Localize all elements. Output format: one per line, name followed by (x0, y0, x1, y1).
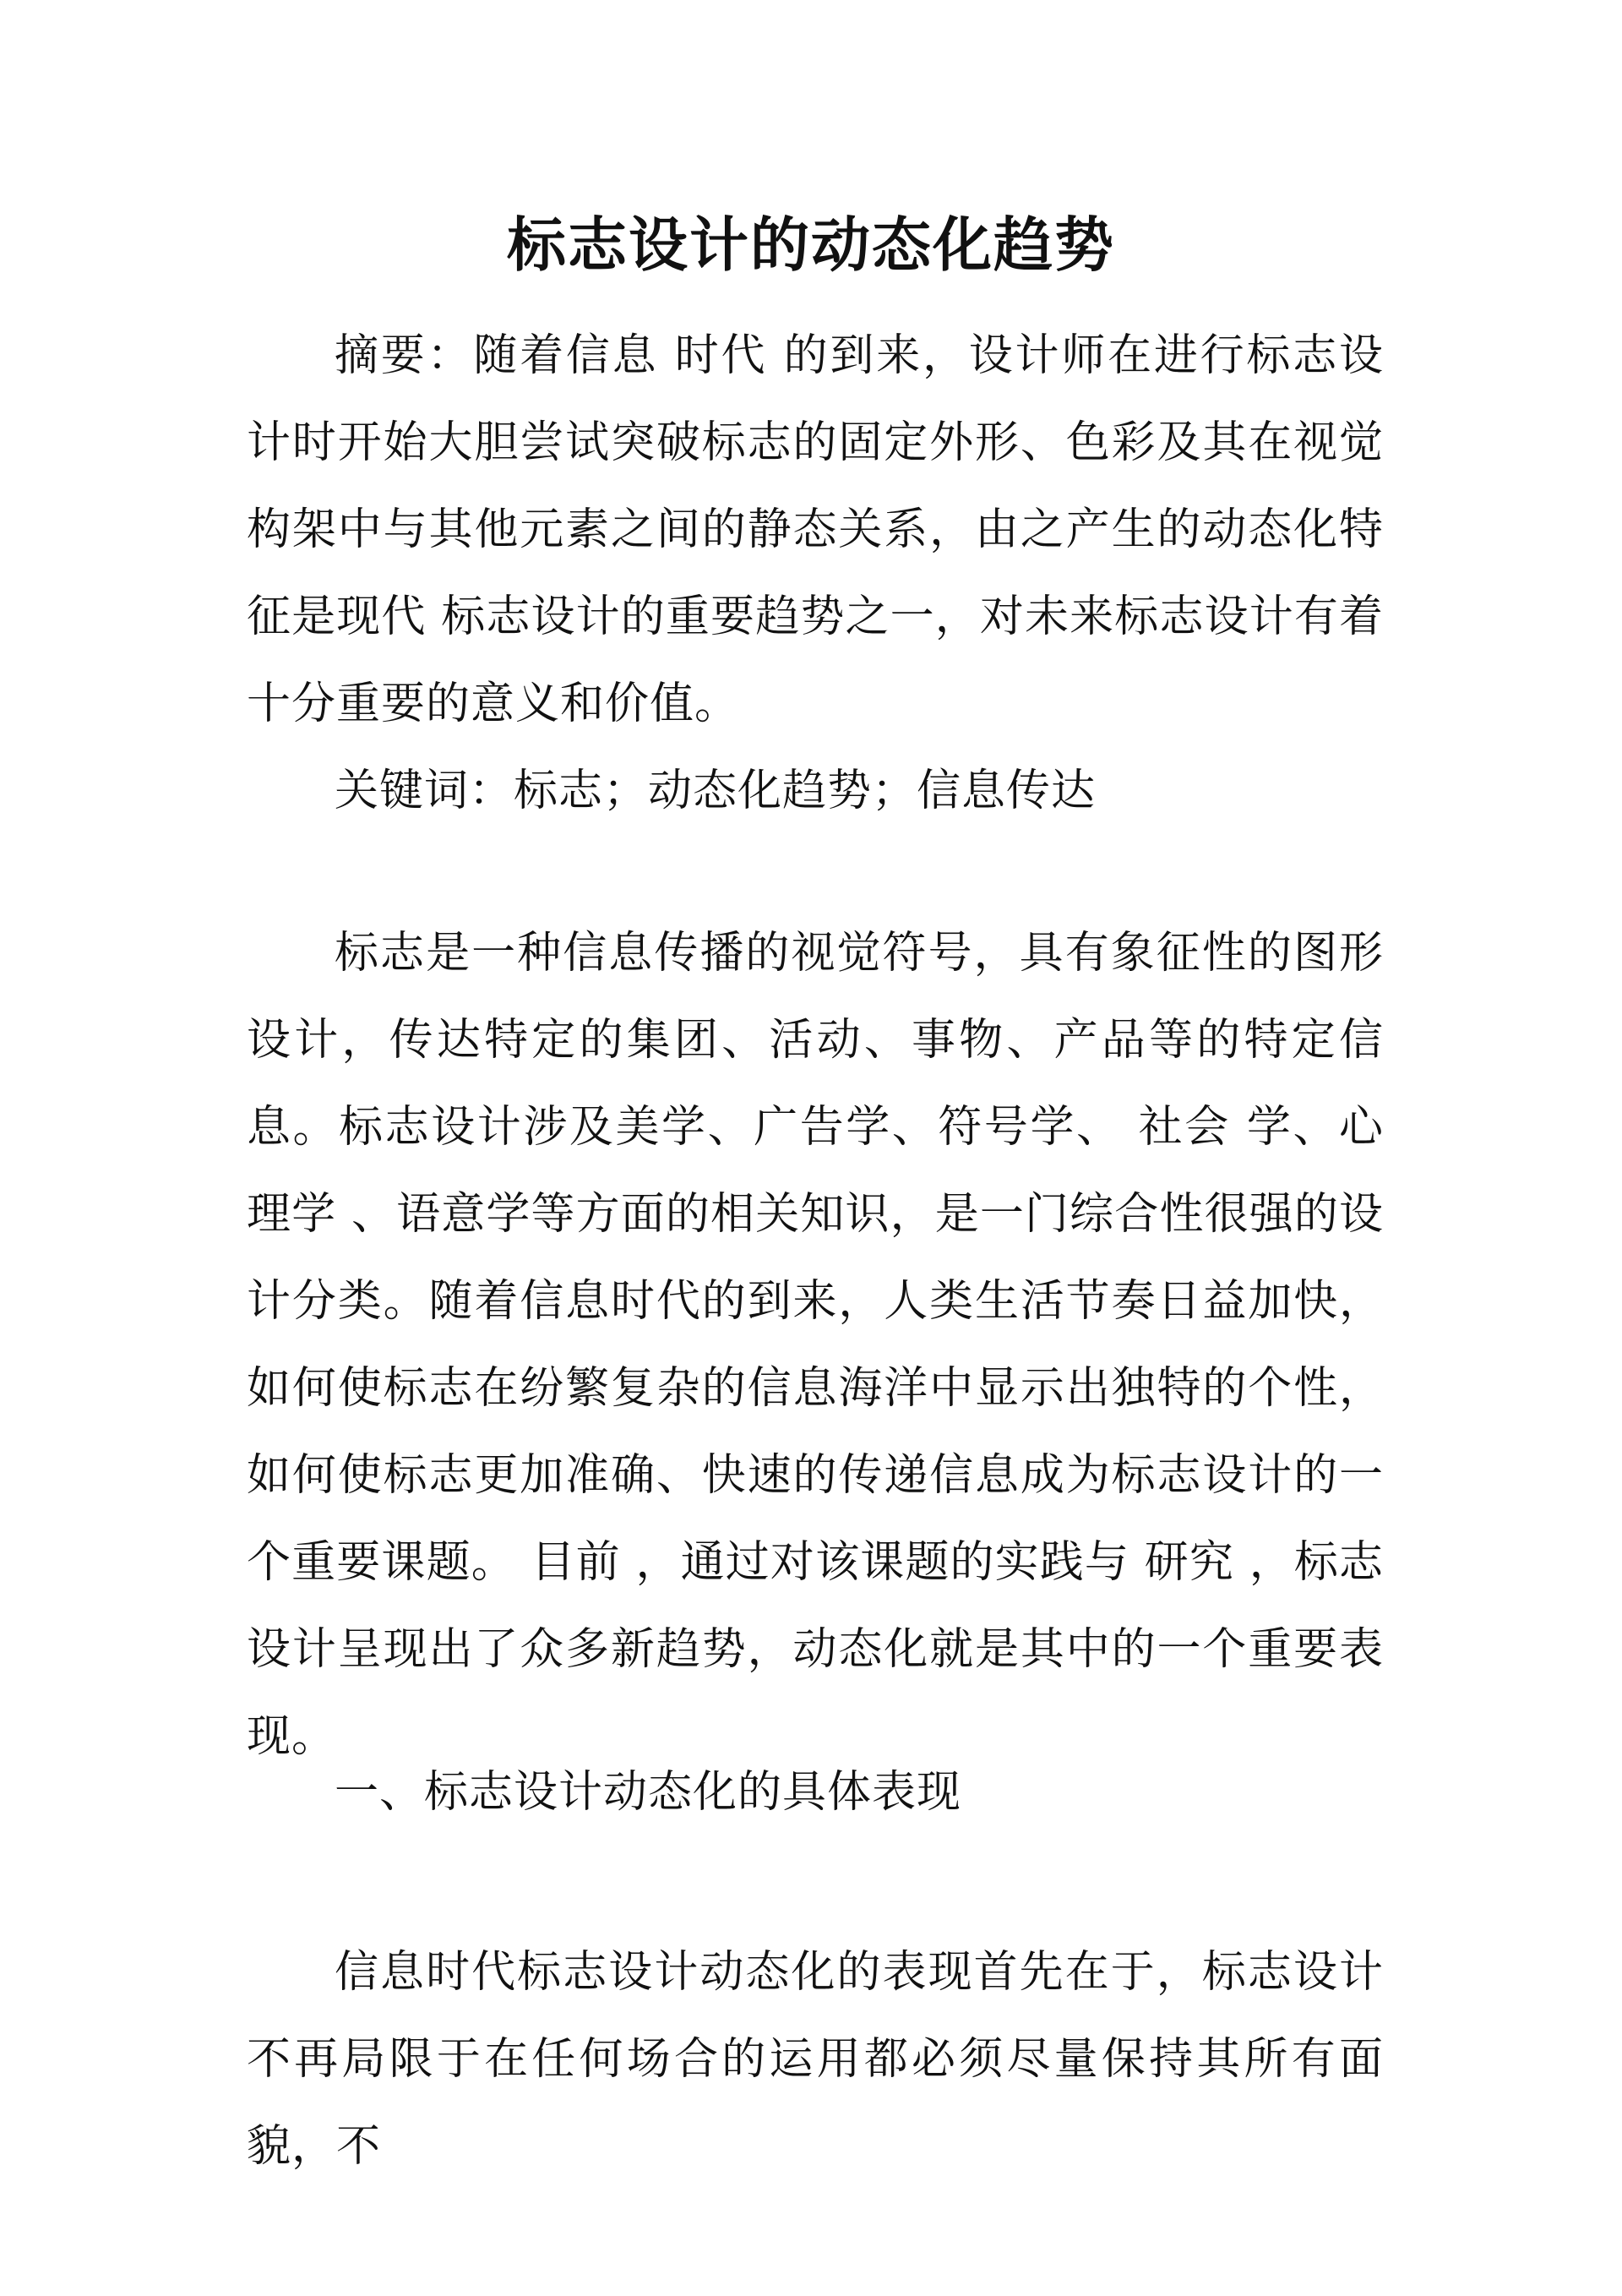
section-body-paragraph: 信息时代标志设计动态化的表现首先在于，标志设计不再局限于在任何场合的运用都必须尽量保持其所有面貌，不 (247, 1947, 1384, 2172)
keywords-line: 关键词：标志；动态化趋势；信息传达 (335, 766, 1097, 816)
section-heading: 一、标志设计动态化的具体表现 (335, 1767, 962, 1818)
intro-paragraph: 标志是一种信息传播的视觉符号，具有象征性的图形设计，传达特定的集团、活动、事物、产品等的特定信息。标志设计涉及美学、广告学、符号学、 社会 学、心 理学 、语意学等方面的相关知识，是一门综合性很强的设计分类。随着信息时代的到来，人类生活节奏日益加快，如何使标志在纷繁复杂的信息海洋中显示出独特的个性，如何使标志更加准确、快速的传递信息成为标志设计的一个重要课题。 目前 ，通过对该课题的实践与 研究 ，标志设计呈现出了众多新趋势，动态化就是其中的一个重要表现。 (247, 928, 1384, 1762)
document-title: 标志设计的动态化趋势 (507, 210, 1115, 280)
abstract-paragraph: 摘要：随着信息 时代 的到来，设计师在进行标志设计时开始大胆尝试突破标志的固定外形、色彩及其在视觉构架中与其他元素之间的静态关系，由之产生的动态化特征是现代 标志设计的重要趋势之一，对未来标志设计有着十分重要的意义和价值。 (247, 330, 1384, 729)
